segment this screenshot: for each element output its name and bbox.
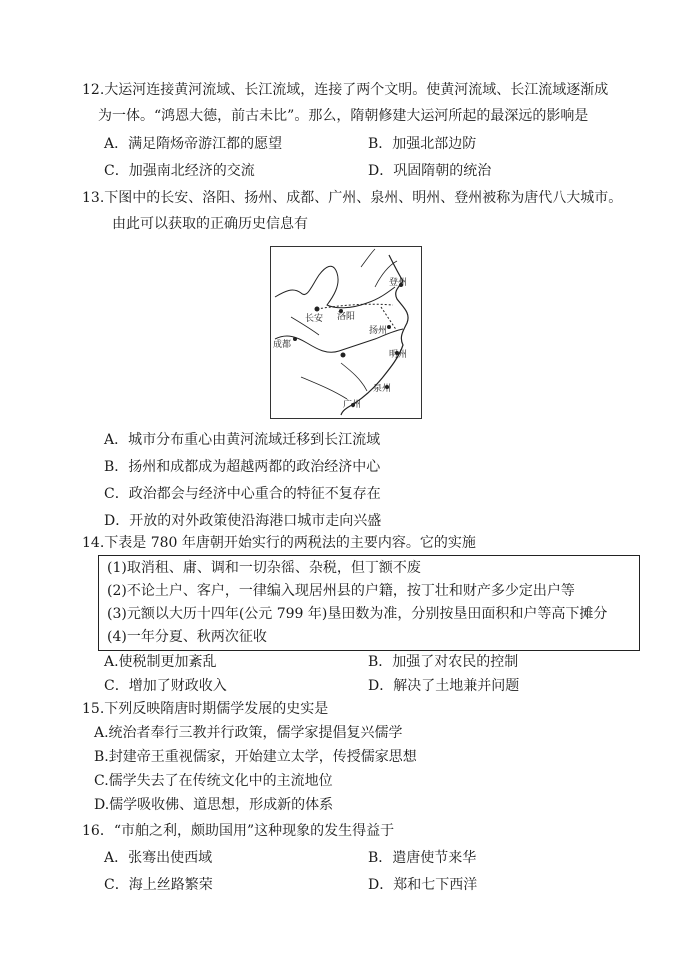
q14-option-b: B．加强了对农民的控制 — [368, 654, 519, 670]
q13-stem-line2: 由此可以获取的正确历史信息有 — [112, 216, 308, 232]
q12-option-d: D．巩固隋朝的统治 — [368, 163, 492, 179]
q13-option-c: C．政治都会与经济中心重合的特征不复存在 — [104, 486, 381, 502]
map-label-changan: 长安 — [305, 314, 324, 324]
q13-option-a: A．城市分布重心由黄河流域迁移到长江流域 — [104, 432, 381, 448]
q13-option-d: D．开放的对外政策使沿海港口城市走向兴盛 — [104, 513, 382, 529]
q14-stem: 14.下表是 780 年唐朝开始实行的两税法的主要内容。它的实施 — [82, 535, 476, 551]
q12-stem-line2: 为一体。“鸿恩大德，前古未比”。那么，隋朝修建大运河所起的最深远的影响是 — [98, 108, 589, 124]
q13-option-b: B．扬州和成都成为超越两都的政治经济中心 — [104, 459, 381, 475]
q14-option-c: C．增加了财政收入 — [104, 678, 227, 694]
q16-option-b: B．遣唐使节来华 — [368, 850, 477, 866]
q12-option-a: A．满足隋炀帝游江都的愿望 — [104, 136, 283, 152]
map-label-luoyang: 洛阳 — [337, 312, 356, 322]
q16-stem: 16．“市舶之利，颇助国用”这种现象的发生得益于 — [82, 823, 395, 839]
q15-option-c: C.儒学失去了在传统文化中的主流地位 — [94, 773, 333, 789]
q15-option-a: A.统治者奉行三教并行政策，儒学家提倡复兴儒学 — [94, 725, 403, 741]
q16-option-c: C．海上丝路繁荣 — [104, 877, 213, 893]
map-label-guangzhou: 广州 — [343, 400, 362, 410]
table-row: (1)取消租、庸、调和一切杂徭、杂税，但丁额不废 — [107, 560, 421, 576]
q15-option-b: B.封建帝王重视儒家，开始建立太学，传授儒家思想 — [94, 749, 417, 765]
q12-option-b: B．加强北部边防 — [368, 136, 477, 152]
table-row: (3)元额以大历十四年(公元 799 年)垦田数为准，分别按垦田面积和户等高下摊分 — [107, 606, 608, 622]
map-drawing — [271, 247, 421, 418]
table-row: (4)一年分夏、秋两次征收 — [107, 629, 267, 645]
q12-option-c: C．加强南北经济的交流 — [104, 163, 255, 179]
q12-stem-line1: 12.大运河连接黄河流域、长江流域，连接了两个文明。使黄河流域、长江流域逐渐成 — [82, 82, 609, 98]
q13-stem-line1: 13.下图中的长安、洛阳、扬州、成都、广州、泉州、明州、登州被称为唐代八大城市。 — [82, 190, 623, 206]
q14-option-a: A.使税制更加紊乱 — [104, 654, 217, 670]
table-row: (2)不论土户、客户，一律编入现居州县的户籍，按丁壮和财产多少定出户等 — [107, 583, 575, 599]
map-label-mingzhou: 明州 — [389, 350, 408, 360]
map-label-chengdu: 成都 — [273, 340, 292, 350]
q15-stem: 15.下列反映隋唐时期儒学发展的史实是 — [82, 701, 329, 717]
q16-option-d: D．郑和七下西洋 — [368, 877, 478, 893]
map-label-quanzhou: 泉州 — [373, 384, 392, 394]
q15-option-d: D.儒学吸收佛、道思想，形成新的体系 — [94, 797, 334, 813]
two-tax-law-table — [98, 555, 640, 651]
q14-option-d: D．解决了土地兼并问题 — [368, 678, 520, 694]
tang-cities-map — [270, 246, 422, 419]
q16-option-a: A．张骞出使西域 — [104, 850, 213, 866]
map-label-yangzhou: 扬州 — [369, 326, 388, 336]
map-label-dengzhou: 登州 — [389, 278, 408, 288]
